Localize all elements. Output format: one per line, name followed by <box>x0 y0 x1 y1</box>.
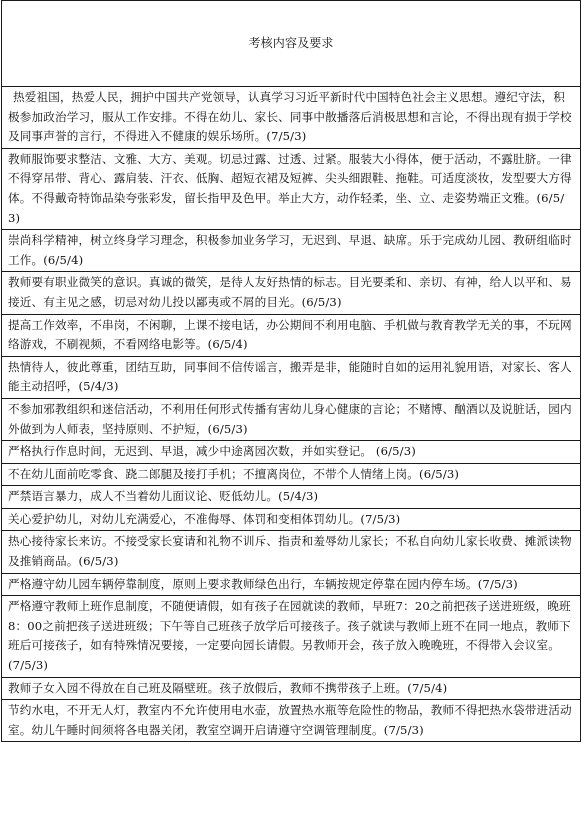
table-row <box>2 677 581 700</box>
table-row <box>2 573 581 596</box>
table-cell: 严格执行作息时间，无迟到、早退，减少中途离园次数，并如实登记。 (6/5/3) <box>2 441 581 464</box>
table-row <box>2 486 581 509</box>
table-cell: 教师子女入园不得放在自己班及隔壁班。孩子放假后，教师不携带孩子上班。(7/5/4) <box>2 677 581 700</box>
table-header: 考核内容及要求 <box>2 1 581 87</box>
table-row <box>2 398 581 440</box>
table-row <box>2 148 581 229</box>
table-cell: 节约水电，不开无人灯，教室内不允许使用电水壶，放置热水瓶等危险性的物品，教师不得把热水袋带进活动室。幼儿午睡时间须将各电器关闭，教室空调开启请遵守空调管理制度。(7/5/3) <box>2 700 581 742</box>
table-cell: 崇尚科学精神，树立终身学习理念，积极参加业务学习，无迟到、早退、缺席。乐于完成幼儿园、教研组临时工作。(6/5/4) <box>2 230 581 272</box>
table-row <box>2 700 581 742</box>
assessment-table <box>1 0 581 742</box>
table-cell: 提高工作效率，不串岗，不闲聊，上课不接电话，办公期间不利用电脑、手机做与教育教学无关的事，不玩网络游戏，不刷视频，不看网络电影等。(6/5/4) <box>2 314 581 356</box>
table-row <box>2 230 581 272</box>
table-row <box>2 531 581 573</box>
table-row <box>2 314 581 356</box>
table-row <box>2 596 581 677</box>
table-row <box>2 356 581 398</box>
table-cell: 热爱祖国，热爱人民，拥护中国共产党领导，认真学习习近平新时代中国特色社会主义思想。遵纪守法，积极参加政治学习，服从工作安排。不得在幼儿、家长、同事中散播落后消极思想和言论，不得出现有损于学校及同事声誉的言行，不得进入不健康的娱乐场所。(7/5/3) <box>2 87 581 149</box>
table-row <box>2 508 581 531</box>
table-cell: 关心爱护幼儿，对幼儿充满爱心，不准侮辱、体罚和变相体罚幼儿。(7/5/3) <box>2 508 581 531</box>
table-row <box>2 463 581 486</box>
table-cell: 教师服饰要求整洁、文雅、大方、美观。切忌过露、过透、过紧。服装大小得体，便于活动，不露肚脐。一律不得穿吊带、背心、露肩装、汗衣、低胸、超短衣裙及短裤、尖头细跟鞋、拖鞋。可适度淡妆，发型要大方得体。不得戴奇特饰品染夸张彩发，留长指甲及色甲。举止大方，动作轻柔，坐、立、走姿势端正文雅。(6/5/3) <box>2 148 581 229</box>
table-cell: 热心接待家长来访。不接受家长宴请和礼物不训斥、指责和羞辱幼儿家长；不私自向幼儿家长收费、摊派读物及推销商品。(6/5/3) <box>2 531 581 573</box>
table-row <box>2 441 581 464</box>
table-cell: 不参加邪教组织和迷信活动，不利用任何形式传播有害幼儿身心健康的言论；不赌博、酗酒以及说脏话，园内外做到为人师表，坚持原则、不护短，(6/5/3) <box>2 398 581 440</box>
table-cell: 热情待人，彼此尊重，团结互助，同事间不信传谣言，搬弄是非，能随时自如的运用礼貌用语，对家长、客人能主动招呼，(5/4/3) <box>2 356 581 398</box>
table-cell: 严格遵守教师上班作息制度，不随便请假，如有孩子在园就读的教师，早班7：20之前把孩子送进班级，晚班8：00之前把孩子送进班级；下午等自己班孩子放学后可接孩子。孩子就读与教师上班不在同一地点，教师下班后可接孩子，如有特殊情况要接，一定要向园长请假。另教师开会，孩子放入晚晚班，不得带入会议室。(7/5/3) <box>2 596 581 677</box>
table-cell: 严禁语言暴力，成人不当着幼儿面议论、贬低幼儿。(5/4/3) <box>2 486 581 509</box>
table-row <box>2 87 581 149</box>
assessment-sheet <box>1 0 581 742</box>
table-header-row <box>2 1 581 87</box>
table-cell: 严格遵守幼儿园车辆停靠制度，原则上要求教师绿色出行，车辆按规定停靠在园内停车场。(7/5/3) <box>2 573 581 596</box>
table-row <box>2 272 581 314</box>
table-cell: 不在幼儿面前吃零食、跷二郎腿及接打手机；不擅离岗位，不带个人情绪上岗。(6/5/3) <box>2 463 581 486</box>
table-cell: 教师要有职业微笑的意识。真诚的微笑，是待人友好热情的标志。目光要柔和、亲切、有神，给人以平和、易接近、有主见之感，切忌对幼儿投以鄙夷或不屑的目光。(6/5/3) <box>2 272 581 314</box>
